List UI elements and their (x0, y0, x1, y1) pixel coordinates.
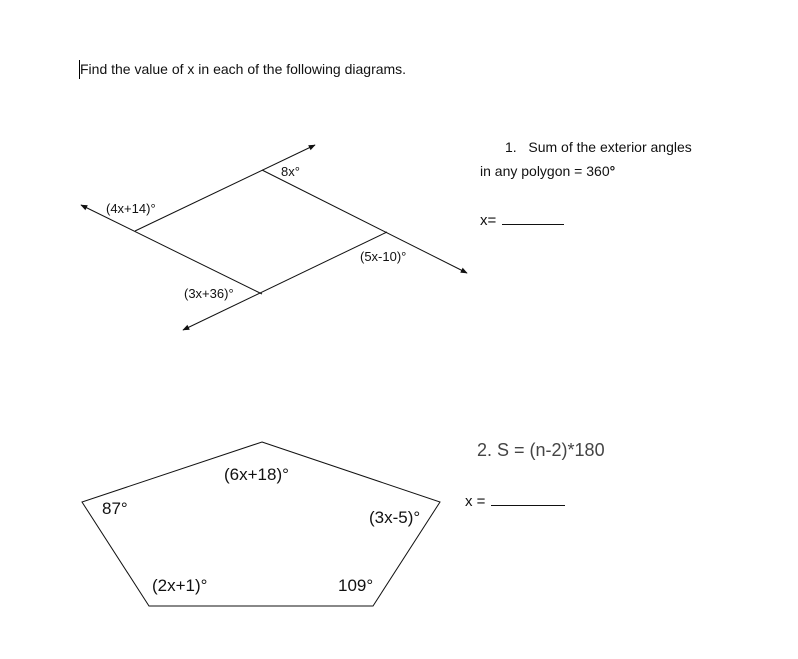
problem1-degree: ° (609, 163, 616, 179)
diagram2-label-bottom-left: (2x+1)° (152, 576, 208, 595)
diagram2-label-bottom-right: 109° (338, 576, 374, 595)
instruction-text: Find the value of x in each of the following diagrams. (80, 61, 407, 77)
diagram1-label-left: (4x+14)° (106, 201, 156, 216)
diagram1-parallelogram (81, 145, 467, 330)
problem1-number: 1. (505, 139, 517, 155)
diagram1-bottom-line (183, 232, 387, 330)
diagram2-label-top: (6x+18)° (224, 465, 289, 484)
problem1-text: Sum of the exterior angles (528, 139, 692, 155)
problem2-answer-label: x = (465, 493, 486, 510)
diagram2-label-left: 87° (102, 499, 128, 518)
diagram1-label-bottom: (3x+36)° (184, 286, 234, 301)
problem1-answer-label: x= (480, 212, 497, 229)
diagram1-label-right: (5x-10)° (360, 249, 407, 264)
diagram1-left-line (81, 205, 262, 294)
problem1-formula: in any polygon = 360 (480, 163, 610, 179)
diagram2-label-right: (3x-5)° (369, 508, 421, 527)
problem2-formula: 2. S = (n-2)*180 (477, 440, 605, 460)
diagram1-top-line (135, 145, 315, 231)
diagram1-label-top: 8x° (281, 164, 300, 179)
